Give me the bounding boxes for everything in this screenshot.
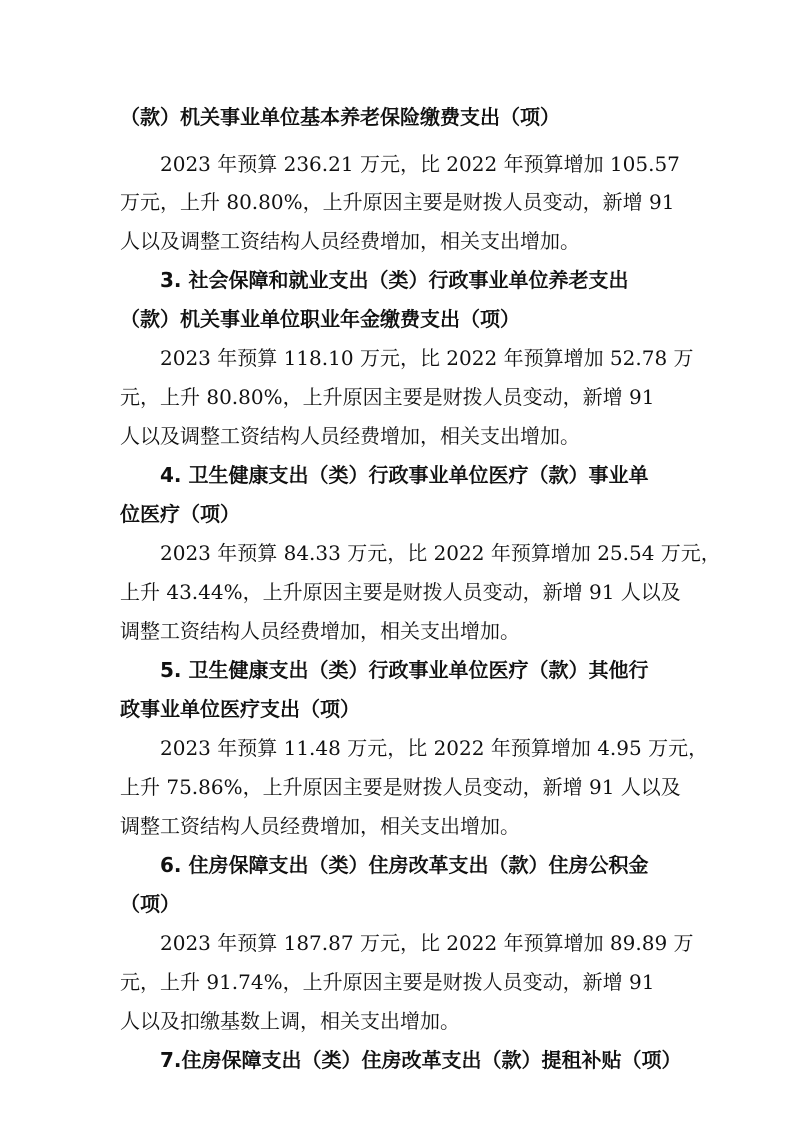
text-line: 5. 卫生健康支出（类）行政事业单位医疗（款）其他行 [160,658,649,682]
body-line [0,929,793,957]
text-line: 调整工资结构人员经费增加，相关支出增加。 [120,814,520,838]
text-line: 人以及调整工资结构人员经费增加，相关支出增加。 [120,229,580,253]
heading-line [0,890,793,918]
text-line: 上升 43.44%，上升原因主要是财拨人员变动，新增 91 人以及 [120,580,681,604]
text-line: 2023 年预算 187.87 万元，比 2022 年预算增加 89.89 万 [160,931,694,955]
text-line: 2023 年预算 118.10 万元，比 2022 年预算增加 52.78 万 [160,346,694,370]
body-line [0,773,793,801]
body-line [0,383,793,411]
heading-line [0,266,793,294]
heading-line [0,500,793,528]
body-line [0,422,793,450]
heading-line [0,305,793,333]
text-line: （款）机关事业单位职业年金缴费支出（项） [120,307,520,331]
body-line [0,539,793,567]
body-line [0,968,793,996]
body-line [0,188,793,216]
body-line [0,812,793,840]
text-line: 位医疗（项） [120,502,240,526]
text-line: 人以及调整工资结构人员经费增加，相关支出增加。 [120,424,580,448]
text-line: 7.住房保障支出（类）住房改革支出（款）提租补贴（项） [160,1048,682,1072]
body-line [0,344,793,372]
heading-line [0,1046,793,1074]
text-line: 人以及扣缴基数上调，相关支出增加。 [120,1009,460,1033]
text-line: 2023 年预算 236.21 万元，比 2022 年预算增加 105.57 [160,152,680,176]
text-line: 4. 卫生健康支出（类）行政事业单位医疗（款）事业单 [160,463,649,487]
text-line: 调整工资结构人员经费增加，相关支出增加。 [120,619,520,643]
body-line [0,617,793,645]
text-line: 上升 75.86%，上升原因主要是财拨人员变动，新增 91 人以及 [120,775,681,799]
heading-line [0,103,793,131]
body-line [0,734,793,762]
text-line: 3. 社会保障和就业支出（类）行政事业单位养老支出 [160,268,629,292]
text-line: 政事业单位医疗支出（项） [120,697,360,721]
heading-line [0,695,793,723]
text-line: （项） [120,892,180,916]
heading-line [0,656,793,684]
text-line: 6. 住房保障支出（类）住房改革支出（款）住房公积金 [160,853,649,877]
body-line [0,150,793,178]
text-line: 2023 年预算 11.48 万元，比 2022 年预算增加 4.95 万元， [160,736,709,760]
body-line [0,1007,793,1035]
heading-line [0,851,793,879]
text-line: 元，上升 91.74%，上升原因主要是财拨人员变动，新增 91 [120,970,655,994]
text-line: 万元，上升 80.80%，上升原因主要是财拨人员变动，新增 91 [120,190,675,214]
body-line [0,227,793,255]
heading-line [0,461,793,489]
text-line: 2023 年预算 84.33 万元，比 2022 年预算增加 25.54 万元， [160,541,721,565]
body-line [0,578,793,606]
text-line: 元，上升 80.80%，上升原因主要是财拨人员变动，新增 91 [120,385,655,409]
text-line: （款）机关事业单位基本养老保险缴费支出（项） [120,105,560,129]
